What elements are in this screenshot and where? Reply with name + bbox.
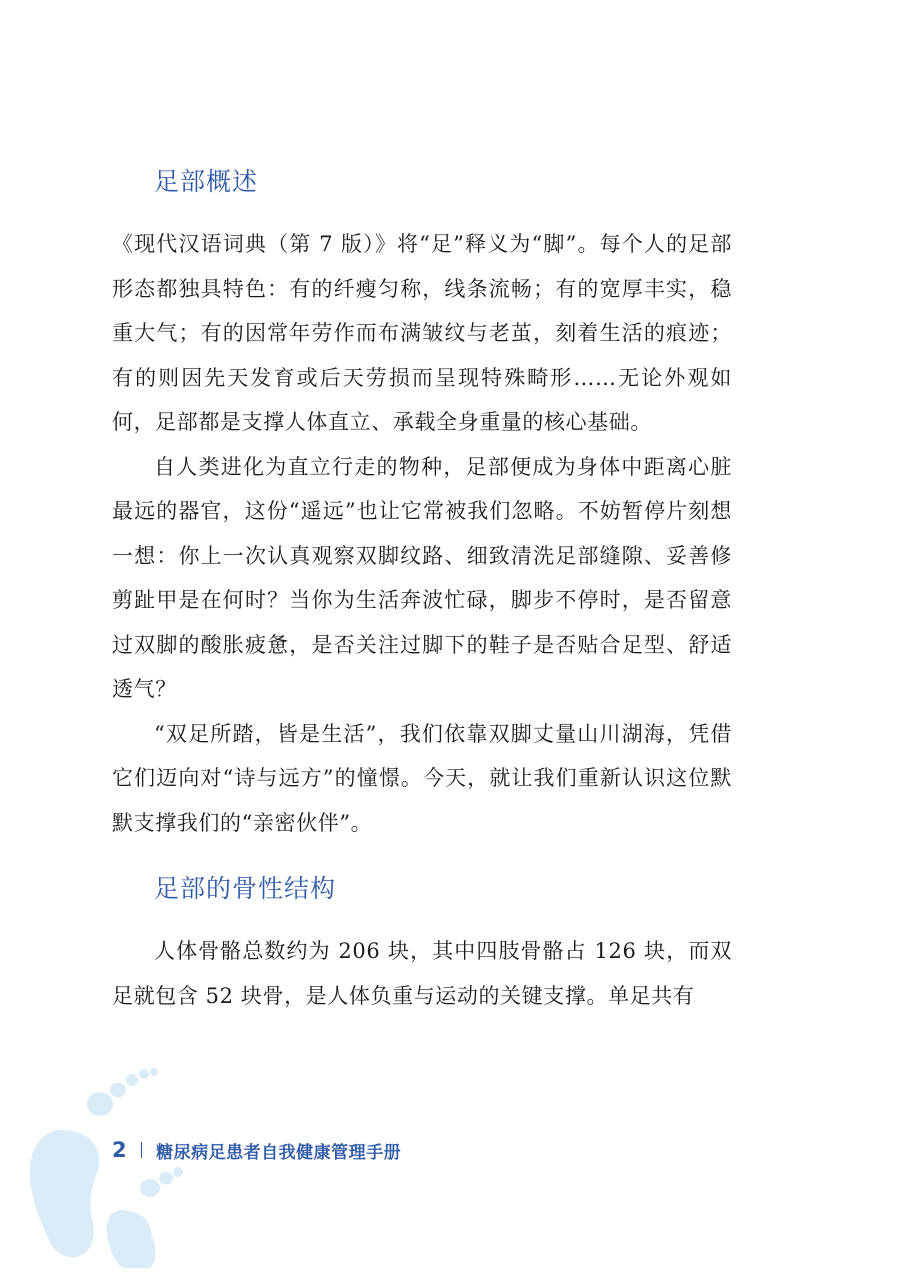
paragraph: 《现代汉语词典（第 7 版）》将“足”释义为“脚”。每个人的足部形态都独具特色：有的纤瘦匀称，线条流畅；有的宽厚丰实，稳重大气；有的因常年劳作而布满皱纹与老茧，刻着生活的痕迹；有的则因先天发育或后天劳损而呈现特殊畸形……无论外观如何，足部都是支撑人体直立、承载全身重量的核心基础。	[112, 232, 732, 434]
page-number: 2	[112, 1138, 127, 1162]
paragraph: 人体骨骼总数约为 206 块，其中四肢骨骼占 126 块，而双足就包含 52 块骨，是人体负重与运动的关键支撑。单足共有	[112, 939, 732, 1008]
footer-divider	[141, 1142, 143, 1158]
paragraph: 自人类进化为直立行走的物种，足部便成为身体中距离心脏最远的器官，这份“遥远”也让它常被我们忽略。不妨暂停片刻想一想：你上一次认真观察双脚纹路、细致清洗足部缝隙、妥善修剪趾甲是在何时？当你为生活奔波忙碌，脚步不停时，是否留意过双脚的酸胀疲惫，是否关注过脚下的鞋子是否贴合足型、舒适透气？	[112, 454, 732, 701]
section-heading-bone-structure: 足部的骨性结构	[154, 874, 337, 903]
paragraph: “双足所踏，皆是生活”，我们依靠双脚丈量山川湖海，凭借它们迈向对“诗与远方”的憧憬。今天，就让我们重新认识这位默默支撑我们的“亲密伙伴”。	[112, 721, 732, 835]
section-heading-overview: 足部概述	[154, 167, 259, 196]
main-content	[112, 160, 732, 1018]
page-footer	[112, 1133, 401, 1167]
book-title: 糖尿病足患者自我健康管理手册	[156, 1142, 402, 1163]
